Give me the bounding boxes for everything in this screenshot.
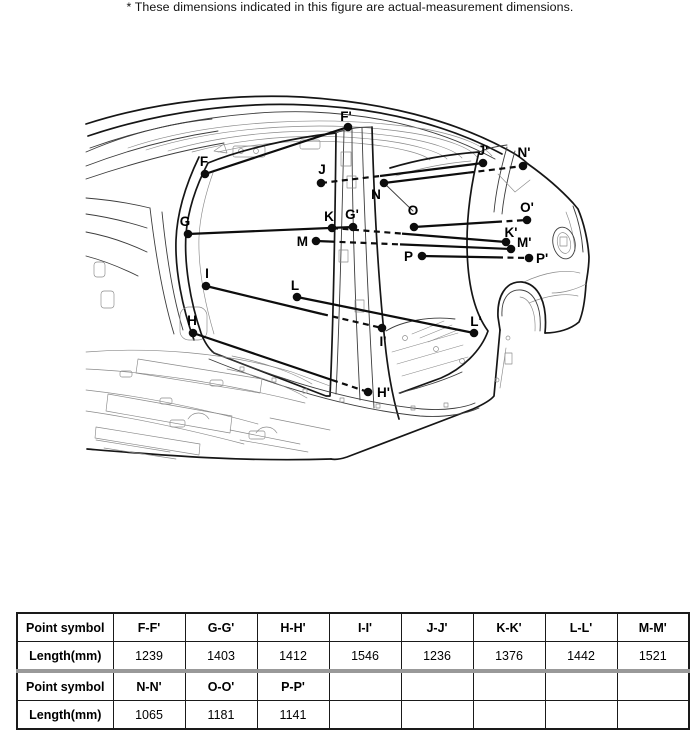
point-label-P: P — [403, 249, 413, 264]
length-value-cell — [473, 701, 545, 730]
measurement-line-P-P' — [422, 256, 497, 257]
point-label-H: H — [187, 313, 197, 328]
figure-note — [0, 0, 700, 14]
point-symbol-cell — [617, 671, 689, 701]
length-value-cell — [545, 701, 617, 730]
measurement-line-H-H' — [193, 333, 332, 380]
figure-note-text: * These dimensions indicated in this figure are actual-measurement dimensions. — [126, 0, 574, 14]
point-symbol-cell: G-G' — [185, 613, 257, 642]
point-symbol-cell — [401, 671, 473, 701]
measurement-line-H-H' — [332, 380, 368, 392]
measurement-line-I-I' — [206, 286, 322, 314]
point-label-G': G' — [345, 207, 359, 222]
row-header: Length(mm) — [17, 701, 113, 730]
point-label-J: J — [318, 162, 326, 177]
measurement-lines — [188, 127, 532, 392]
measurement-point-H' — [364, 388, 373, 397]
length-value-cell: 1065 — [113, 701, 185, 730]
point-symbol-cell: N-N' — [113, 671, 185, 701]
car-body-drawing — [86, 96, 589, 459]
measurement-point-P' — [525, 254, 534, 263]
point-label-N': N' — [517, 145, 531, 160]
length-value-cell: 1236 — [401, 642, 473, 672]
point-symbol-cell: M-M' — [617, 613, 689, 642]
length-value-cell: 1546 — [329, 642, 401, 672]
point-label-O: O — [407, 203, 419, 218]
table-row-0 — [17, 613, 689, 642]
point-symbol-cell: P-P' — [257, 671, 329, 701]
point-label-L: L — [290, 278, 300, 293]
measurement-line-M-M' — [400, 244, 511, 249]
row-header: Point symbol — [17, 613, 113, 642]
table-row-3 — [17, 701, 689, 730]
length-value-cell: 1442 — [545, 642, 617, 672]
measurement-line-K-K' — [332, 228, 402, 234]
point-symbol-cell: O-O' — [185, 671, 257, 701]
length-value-cell: 1141 — [257, 701, 329, 730]
point-symbol-cell: H-H' — [257, 613, 329, 642]
table-row-2 — [17, 671, 689, 701]
c-pillar-quarter — [479, 145, 589, 388]
point-label-P': P' — [536, 251, 549, 266]
length-value-cell: 1403 — [185, 642, 257, 672]
measurement-point-L — [293, 293, 302, 302]
measurement-line-J-J' — [380, 163, 483, 176]
measurement-point-G — [184, 230, 193, 239]
row-header: Point symbol — [17, 671, 113, 701]
measurement-point-P — [418, 252, 427, 261]
measurement-point-K — [328, 224, 337, 233]
measurement-line-K-K' — [402, 234, 506, 242]
point-symbol-cell — [329, 671, 401, 701]
table-row-1 — [17, 642, 689, 672]
length-value-cell — [329, 701, 401, 730]
measurement-point-H — [189, 329, 198, 338]
measurement-point-N' — [519, 162, 528, 171]
measurement-point-I — [202, 282, 211, 291]
length-value-cell: 1239 — [113, 642, 185, 672]
measurement-line-O-O' — [414, 222, 496, 227]
wheel-arch — [498, 282, 546, 333]
point-label-N: N — [371, 187, 381, 202]
measurement-point-M — [312, 237, 321, 246]
point-symbol-cell — [473, 671, 545, 701]
measurement-line-I-I' — [322, 314, 382, 328]
point-symbol-cell — [545, 671, 617, 701]
point-label-F: F — [199, 154, 209, 169]
length-value-cell: 1181 — [185, 701, 257, 730]
point-label-O': O' — [520, 200, 534, 215]
point-label-J': J' — [477, 143, 489, 158]
measurement-point-G' — [349, 223, 358, 232]
point-label-I: I — [205, 266, 209, 281]
measurement-point-O — [410, 223, 419, 232]
measurement-point-J — [317, 179, 326, 188]
rear-door-aperture — [384, 152, 488, 393]
measurement-point-N — [380, 179, 389, 188]
b-pillar — [336, 127, 399, 419]
measurement-point-I' — [378, 324, 387, 333]
length-value-cell — [401, 701, 473, 730]
point-label-G: G — [179, 214, 191, 229]
row-header: Length(mm) — [17, 642, 113, 672]
measurement-point-M' — [507, 245, 516, 254]
point-symbol-cell: L-L' — [545, 613, 617, 642]
measurement-point-L' — [470, 329, 479, 338]
measurement-table — [16, 612, 690, 730]
point-label-I': I' — [379, 334, 387, 349]
measurement-point-J' — [479, 159, 488, 168]
point-label-K': K' — [504, 225, 518, 240]
measurement-line-J-J' — [321, 176, 380, 183]
point-label-M': M' — [517, 235, 532, 250]
point-label-F': F' — [340, 109, 352, 124]
measurement-line-M-M' — [329, 242, 400, 245]
length-value-cell: 1521 — [617, 642, 689, 672]
point-label-M: M — [296, 234, 308, 249]
length-value-cell: 1412 — [257, 642, 329, 672]
length-value-cell: 1376 — [473, 642, 545, 672]
point-symbol-cell: F-F' — [113, 613, 185, 642]
point-label-L': L' — [470, 314, 482, 329]
measurement-line-P-P' — [497, 257, 529, 258]
length-value-cell — [617, 701, 689, 730]
measurement-point-O' — [523, 216, 532, 225]
measurement-point-F — [201, 170, 210, 179]
point-symbol-cell: J-J' — [401, 613, 473, 642]
point-label-K: K — [324, 209, 334, 224]
point-label-H': H' — [377, 385, 390, 400]
point-symbol-cell: K-K' — [473, 613, 545, 642]
point-symbol-cell: I-I' — [329, 613, 401, 642]
measurement-line-O-O' — [496, 220, 527, 222]
